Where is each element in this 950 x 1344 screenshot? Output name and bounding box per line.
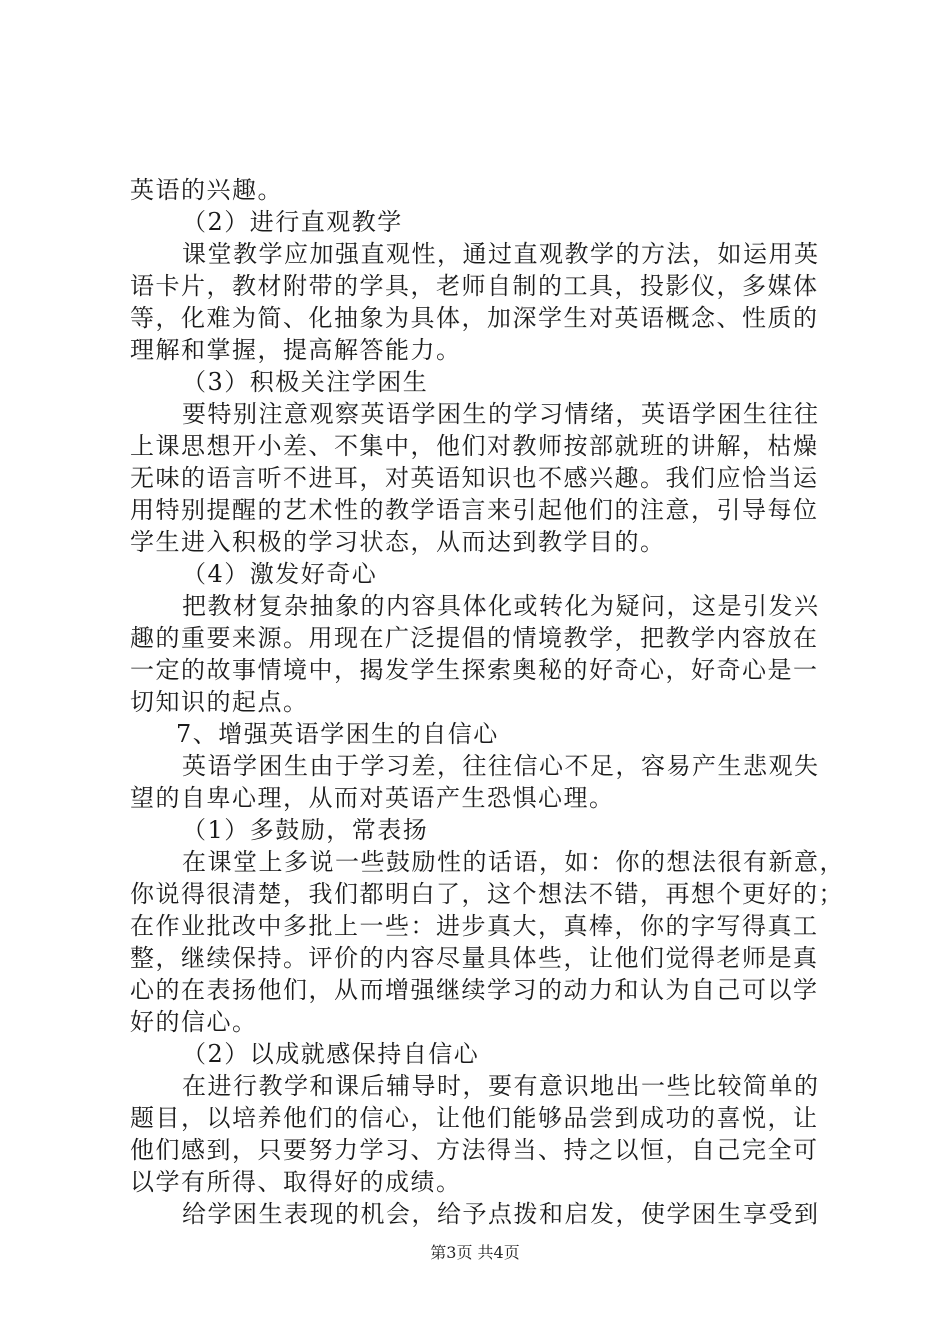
text-line: 等，化难为简、化抽象为具体，加深学生对英语概念、性质的 xyxy=(130,304,819,332)
paragraph-line: 在进行教学和课后辅导时，要有意识地出一些比较简单的 xyxy=(182,1072,820,1100)
section-heading: （4）激发好奇心 xyxy=(182,560,378,588)
text-line: 心的在表扬他们，从而增强继续学习的动力和认为自己可以学 xyxy=(130,976,819,1004)
paragraph-line: 课堂教学应加强直观性，通过直观教学的方法，如运用英 xyxy=(182,240,820,268)
text-line: 你说得很清楚，我们都明白了，这个想法不错，再想个更好的； xyxy=(130,880,844,908)
page-footer: 第3页 共4页 xyxy=(430,1243,520,1262)
text-line: 望的自卑心理，从而对英语产生恐惧心理。 xyxy=(130,784,615,812)
section-heading: （2）以成就感保持自信心 xyxy=(182,1040,480,1068)
text-line: 上课思想开小差、不集中，他们对教师按部就班的讲解，枯燥 xyxy=(130,432,819,460)
text-line: 以学有所得、取得好的成绩。 xyxy=(130,1168,462,1196)
text-line: 无味的语言听不进耳，对英语知识也不感兴趣。我们应恰当运 xyxy=(130,464,819,492)
paragraph-line: 要特别注意观察英语学困生的学习情绪，英语学困生往往 xyxy=(182,400,820,428)
paragraph-line: 把教材复杂抽象的内容具体化或转化为疑问，这是引发兴 xyxy=(182,592,820,620)
text-line: 题目，以培养他们的信心，让他们能够品尝到成功的喜悦，让 xyxy=(130,1104,819,1132)
text-line: 用特别提醒的艺术性的教学语言来引起他们的注意，引导每位 xyxy=(130,496,819,524)
text-line: 在作业批改中多批上一些：进步真大，真棒，你的字写得真工 xyxy=(130,912,819,940)
section-heading: （2）进行直观教学 xyxy=(182,208,403,236)
section-heading: （1）多鼓励，常表扬 xyxy=(182,816,429,844)
text-line: 切知识的起点。 xyxy=(130,688,309,716)
text-line: 英语的兴趣。 xyxy=(130,176,283,204)
text-line: 语卡片，教材附带的学具，老师自制的工具，投影仪，多媒体 xyxy=(130,272,819,300)
text-line: 一定的故事情境中，揭发学生探索奥秘的好奇心，好奇心是一 xyxy=(130,656,819,684)
paragraph-line: 英语学困生由于学习差，往往信心不足，容易产生悲观失 xyxy=(182,752,820,780)
text-line: 他们感到，只要努力学习、方法得当、持之以恒，自己完全可 xyxy=(130,1136,819,1164)
text-line: 好的信心。 xyxy=(130,1008,258,1036)
text-line: 趣的重要来源。用现在广泛提倡的情境教学，把教学内容放在 xyxy=(130,624,819,652)
section-heading: （3）积极关注学困生 xyxy=(182,368,429,396)
paragraph-line: 在课堂上多说一些鼓励性的话语，如：你的想法很有新意， xyxy=(182,848,845,876)
text-line: 学生进入积极的学习状态，从而达到教学目的。 xyxy=(130,528,666,556)
section-heading: 7、增强英语学困生的自信心 xyxy=(176,720,499,748)
text-line: 整，继续保持。评价的内容尽量具体些，让他们觉得老师是真 xyxy=(130,944,819,972)
paragraph-line: 给学困生表现的机会，给予点拨和启发，使学困生享受到 xyxy=(182,1200,820,1228)
text-line: 理解和掌握，提高解答能力。 xyxy=(130,336,462,364)
